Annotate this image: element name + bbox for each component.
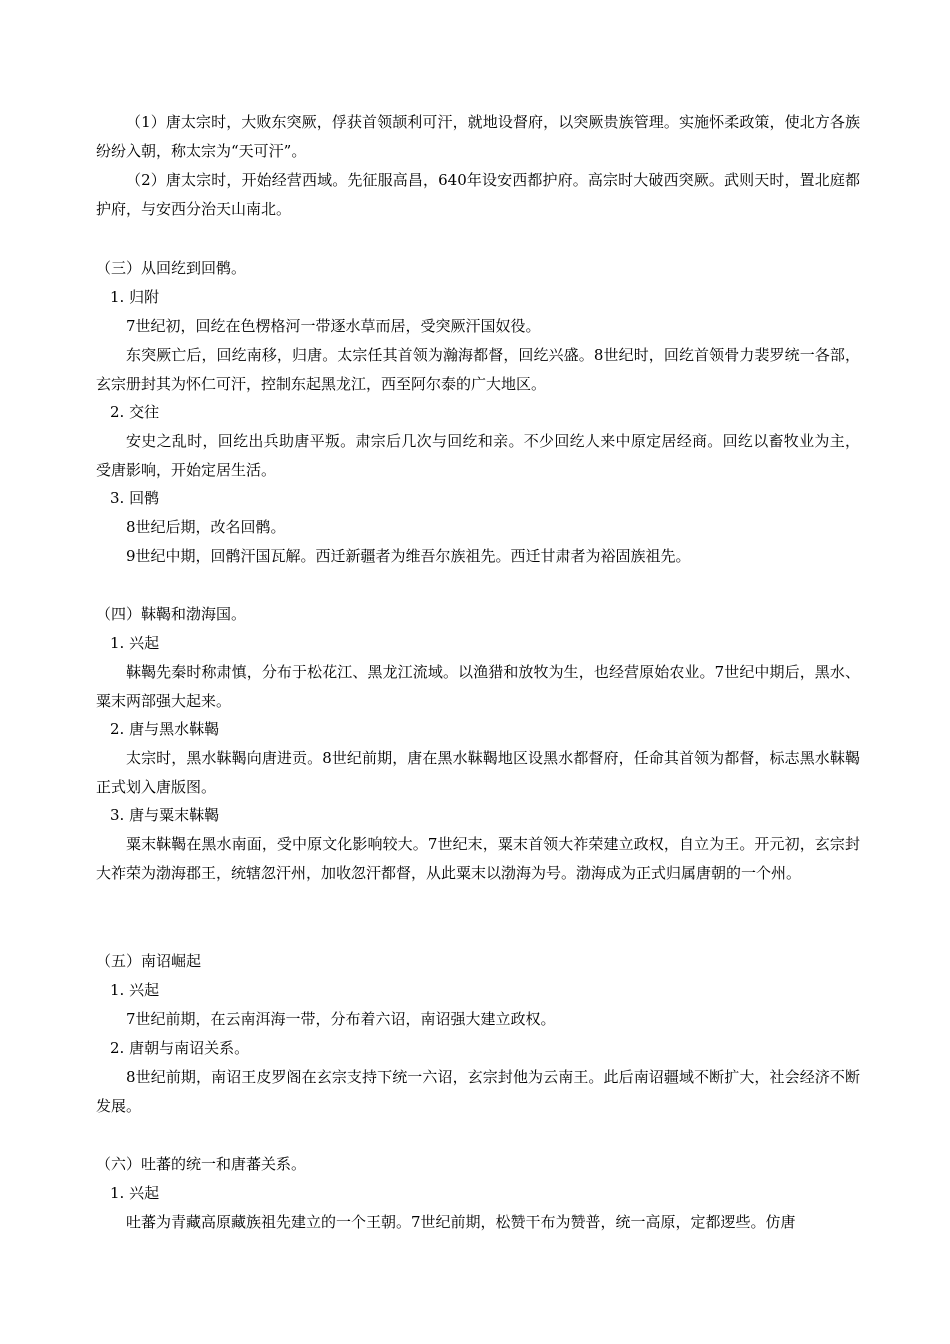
paragraph-tang-nanzhao: 8世纪前期，南诏王皮罗阁在玄宗支持下统一六诏，玄宗封他为云南王。此后南诏疆域不断扩大，社会经济不断发展。 (96, 1068, 860, 1115)
section-heading-tubo: （六）吐蕃的统一和唐蕃关系。 (96, 1155, 307, 1173)
paragraph-uighur-exchange: 安史之乱时，回纥出兵助唐平叛。肃宗后几次与回纥和亲。不少回纥人来中原定居经商。回纥以畜牧业为主，受唐影响，开始定居生活。 (96, 432, 860, 479)
subheading-heishui: 2. 唐与黑水靺鞨 (110, 720, 220, 738)
paragraph-tubo-rise: 吐蕃为青藏高原藏族祖先建立的一个王朝。7世纪前期，松赞干布为赞普，统一高原，定都逻些。仿唐 (126, 1213, 796, 1231)
paragraph-huihu-rename: 8世纪后期，改名回鹘。 (126, 518, 286, 536)
paragraph-uighur-origin: 7世纪初，回纥在色楞格河一带逐水草而居，受突厥汗国奴役。 (126, 317, 541, 335)
paragraph-nanzhao-rise: 7世纪前期，在云南洱海一带，分布着六诏，南诏强大建立政权。 (126, 1010, 556, 1028)
paragraph-huihu-collapse: 9世纪中期，回鹘汗国瓦解。西迁新疆者为维吾尔族祖先。西迁甘肃者为裕固族祖先。 (126, 547, 691, 565)
paragraph-sumo-bohai: 粟末靺鞨在黑水南面，受中原文化影响较大。7世纪末，粟末首领大祚荣建立政权，自立为王。开元初，玄宗封大祚荣为渤海郡王，统辖忽汗州，加收忽汗都督，从此粟末以渤海为号。渤海成为正式归属唐朝的一个州。 (96, 835, 860, 882)
subheading-mohe-rise: 1. 兴起 (110, 634, 160, 652)
subheading-huihu: 3. 回鹘 (110, 489, 160, 507)
paragraph-heishui: 太宗时，黑水靺鞨向唐进贡。8世纪前期，唐在黑水靺鞨地区设黑水都督府，任命其首领为都督，标志黑水靺鞨正式划入唐版图。 (96, 749, 860, 796)
section-heading-mohe: （四）靺鞨和渤海国。 (96, 605, 247, 623)
paragraph-eastern-turks: （1）唐太宗时，大败东突厥，俘获首领颉利可汗，就地设督府，以突厥贵族管理。实施怀柔政策，使北方各族纷纷入朝，称太宗为“天可汗”。 (96, 113, 860, 160)
subheading-tang-nanzhao: 2. 唐朝与南诏关系。 (110, 1039, 250, 1057)
section-heading-uighur: （三）从回纥到回鹘。 (96, 259, 247, 277)
subheading-exchange: 2. 交往 (110, 403, 160, 421)
paragraph-uighur-rise: 东突厥亡后，回纥南移，归唐。太宗任其首领为瀚海都督，回纥兴盛。8世纪时，回纥首领骨力裴罗统一各部，玄宗册封其为怀仁可汗，控制东起黑龙江，西至阿尔泰的广大地区。 (96, 346, 860, 393)
subheading-nanzhao-rise: 1. 兴起 (110, 981, 160, 999)
section-heading-nanzhao: （五）南诏崛起 (96, 952, 202, 970)
paragraph-mohe-rise: 靺鞨先秦时称肃慎，分布于松花江、黑龙江流域。以渔猎和放牧为生，也经营原始农业。7世纪中期后，黑水、粟末两部强大起来。 (96, 663, 860, 710)
subheading-sumo: 3. 唐与粟末靺鞨 (110, 806, 220, 824)
subheading-tubo-rise: 1. 兴起 (110, 1184, 160, 1202)
subheading-submission: 1. 归附 (110, 288, 160, 306)
paragraph-western-regions: （2）唐太宗时，开始经营西域。先征服高昌，640年设安西都护府。高宗时大破西突厥。武则天时，置北庭都护府，与安西分治天山南北。 (96, 171, 860, 218)
